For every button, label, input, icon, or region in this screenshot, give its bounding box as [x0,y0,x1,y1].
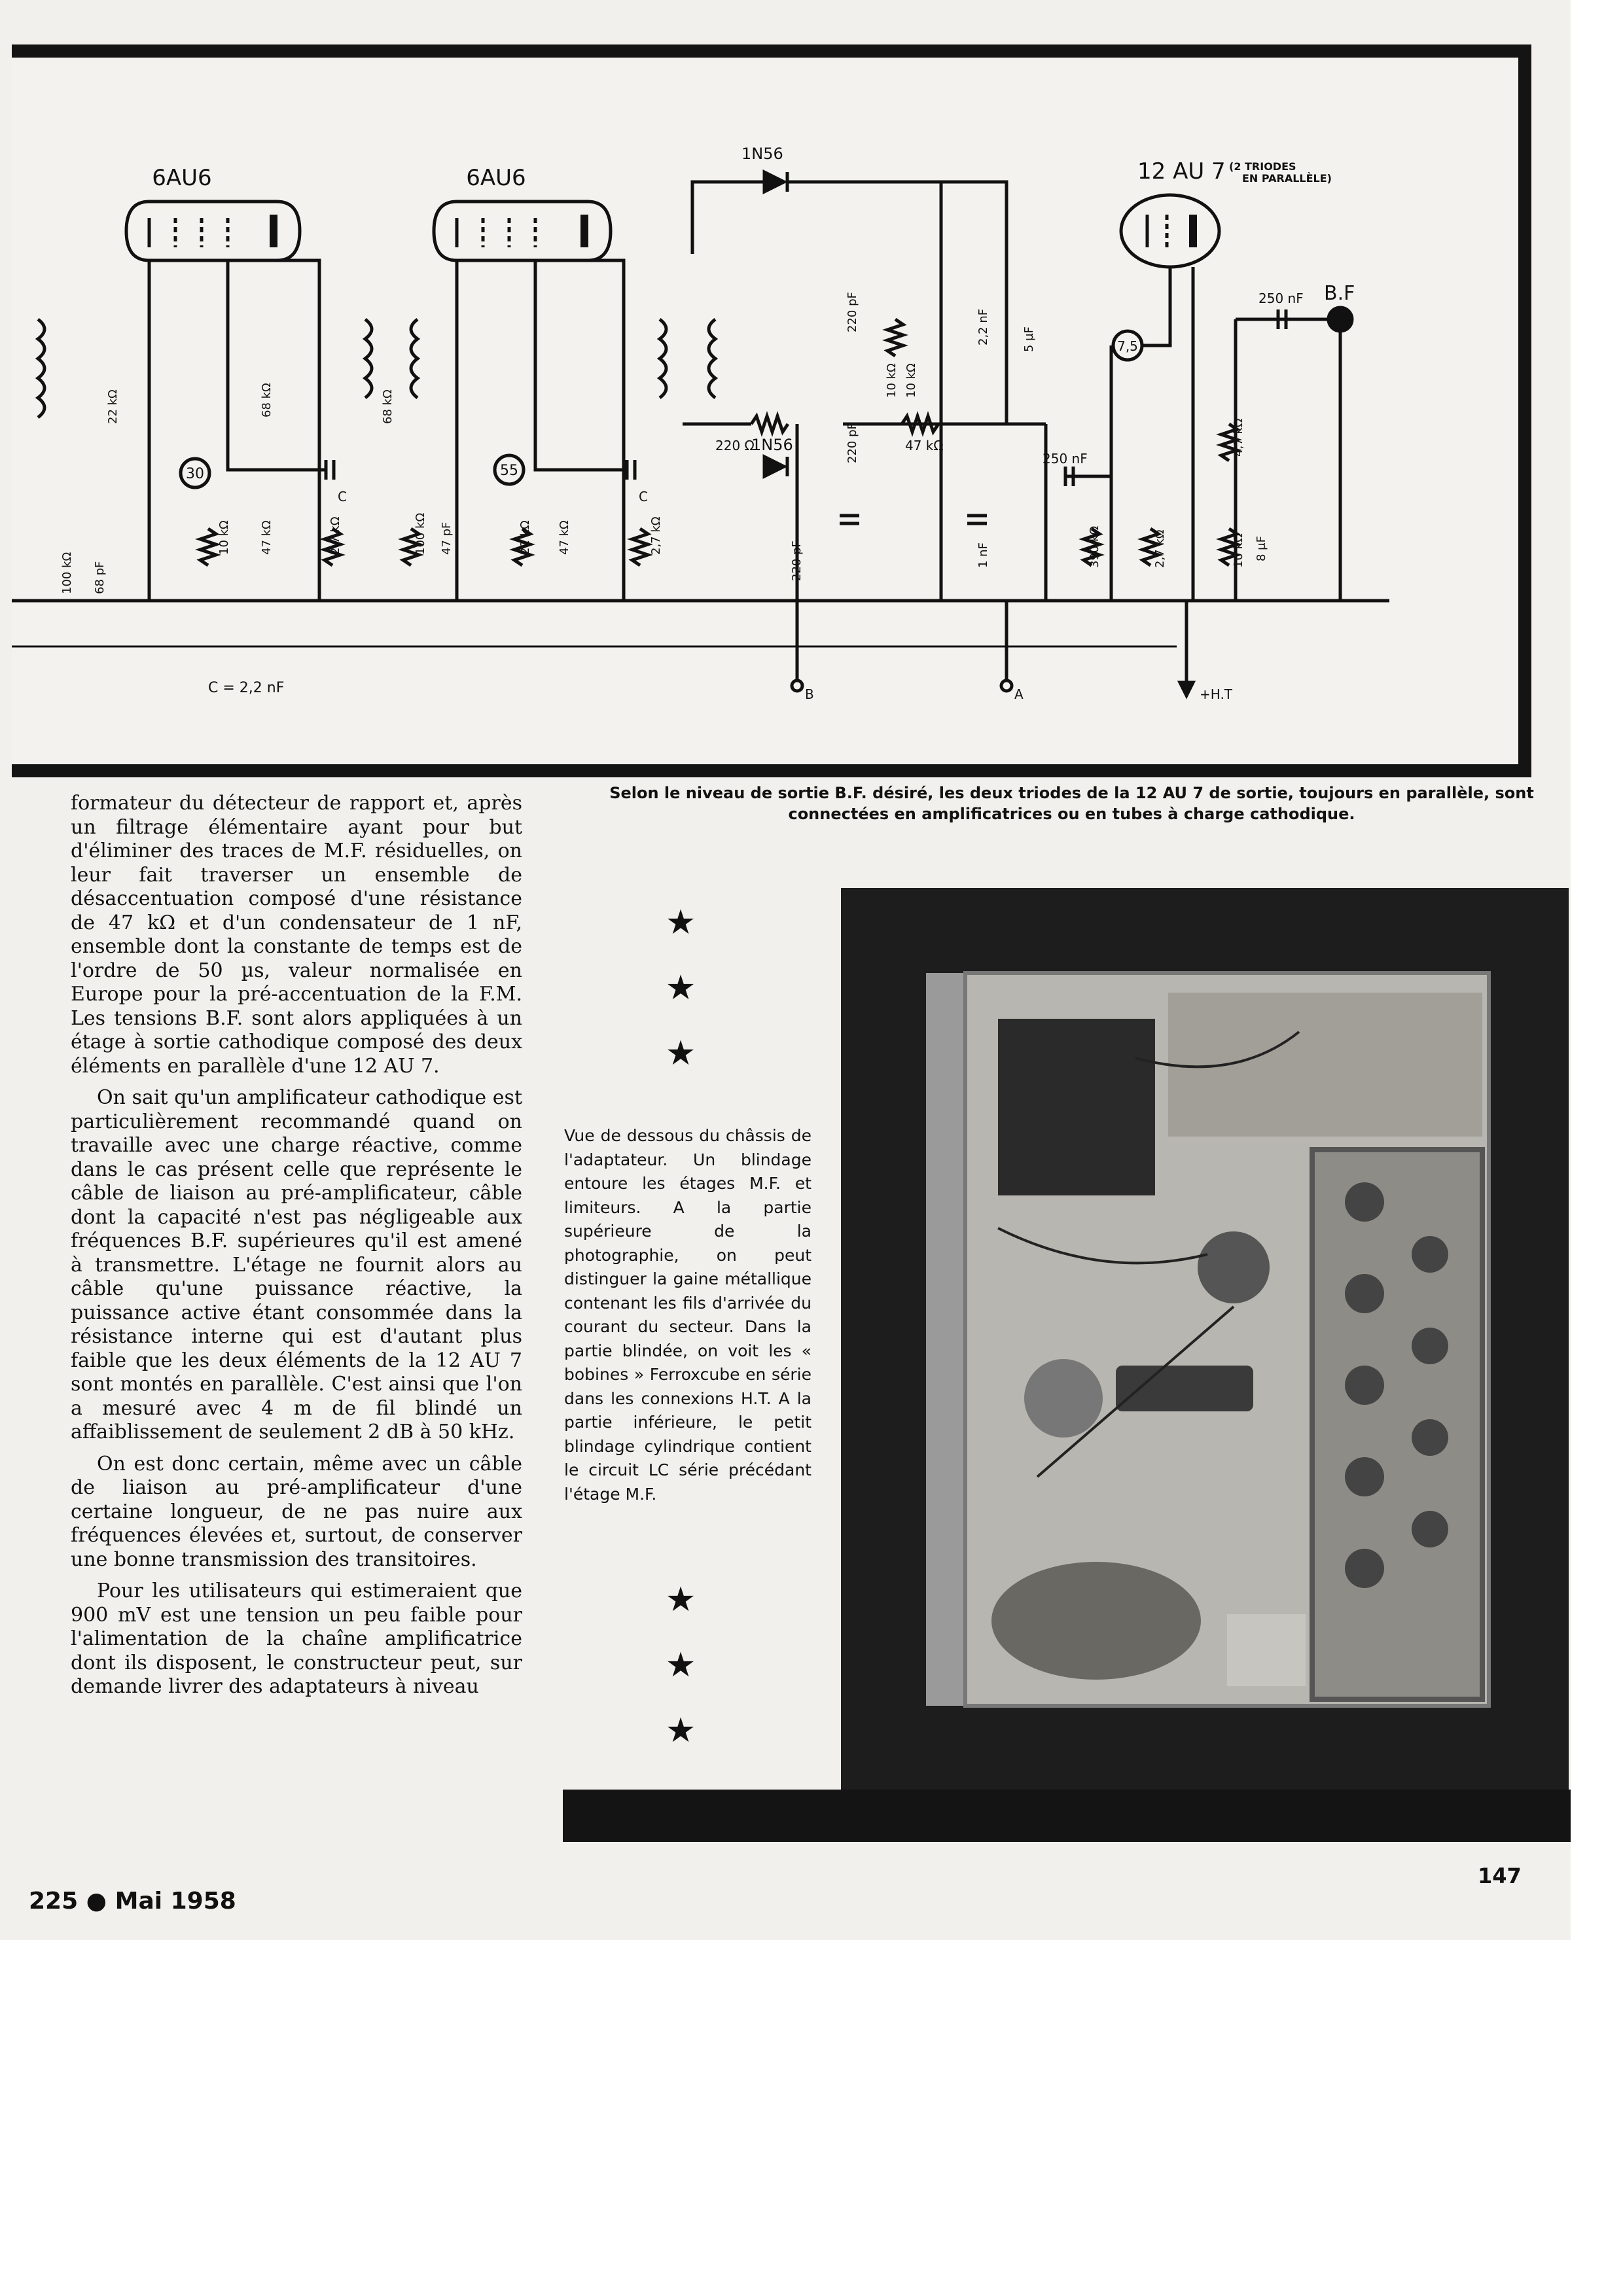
terminal-b-label: B [805,686,814,702]
footer-page-number: 147 [1478,1863,1522,1888]
component-value-19: 390 kΩ [1088,525,1101,568]
component-value-5: 2,7 kΩ [329,516,342,555]
component-value-11: 220 pF [846,292,859,332]
component-value-7: 47 pF [440,521,454,555]
output-cap-label: 250 nF [1258,291,1304,306]
component-value-13: 10 kΩ [885,363,899,398]
component-value-23: 4,7 kΩ [1232,418,1245,457]
article-paragraph-3: On est donc certain, même avec un câble de liaison au pré-amplificateur d'une certaine longueur, de ne pas nuire aux fréquences élevées et, surtout, de conserver une bonne transmission des transitoires. [71,1452,522,1571]
schematic-caption: Selon le niveau de sortie B.F. désiré, les deux triodes de la 12 AU 7 de sortie, toujours en parallèle, sont connectées en amplificatrices ou en tubes à charge cathodique. [609,784,1534,823]
tube3-note-line1: (2 TRIODES [1229,160,1296,173]
node-55-label: 55 [500,463,518,479]
star-ornament-bottom: ★ ★ ★ [665,1580,696,1750]
chassis-photo-illustration [841,888,1569,1802]
component-value-14: 10 kΩ [904,363,918,398]
terminal-ht-label: +H.T [1200,686,1233,702]
component-value-10: 2,7 kΩ [649,516,663,555]
component-value-25: 68 pF [93,561,107,594]
diode2-label: 1N56 [751,436,793,454]
component-value-2: 68 kΩ [381,389,395,424]
c-value-label: C = 2,2 nF [208,680,285,696]
component-value-1: 68 kΩ [260,383,274,417]
component-value-8: 22 kΩ [518,520,532,555]
component-value-21: 10 kΩ [1232,533,1245,568]
component-value-17: 220 pF [790,540,804,581]
component-value-0: 22 kΩ [106,389,120,424]
article-paragraph-4: Pour les utilisateurs qui estimeraient que 900 mV est une tension un peu faible pour l'alimentation de la chaîne amplificatrice dont ils disposent, le constructeur peut, sur demande livrer des adaptateurs à niveau [71,1580,522,1698]
c-label-1: C [338,489,347,504]
footer-issue: 225 ● Mai 1958 [29,1888,236,1915]
output-bf-label: B.F [1324,282,1355,305]
chassis-photo [841,888,1569,1802]
component-value-20: 2,7 kΩ [1153,529,1167,568]
schematic-bottom-bar [12,764,1531,777]
component-value-4: 47 kΩ [260,520,274,555]
component-value-24: 100 kΩ [60,552,74,594]
article-paragraph-1: formateur du détecteur de rapport et, après un filtrage élémentaire ayant pour but d'éliminer des traces de M.F. résiduelles, on leur fait traverser un ensemble de désaccentuation composé d'une résistance de 47 kΩ et d'un condensateur de 1 nF, ensemble dont la constante de temps est de l'ordre de 50 µs, valeur normalisée en Europe pour la pré-accentuation de la F.M. Les tensions B.F. sont alors appliquées à un étage à sortie cathodique composé des deux éléments en parallèle d'une 12 AU 7. [71,792,522,1078]
tube2-label: 6AU6 [466,165,526,191]
photo-bottom-bar [563,1790,1571,1842]
r47k-label: 47 kΩ [905,438,944,453]
terminal-a-label: A [1014,686,1024,702]
tube3-note-line2: EN PARALLÈLE) [1242,172,1332,185]
component-value-15: 2,2 nF [976,308,990,345]
article-column [71,792,522,1707]
article-paragraph-2: On sait qu'un amplificateur cathodique est particulièrement recommandé quand on travaille avec une charge réactive, comme dans le cas présent celle que représente le câble de liaison au pré-amplificateur, câble dont la capacité n'est pas négligeable aux fréquences B.F. supérieures qu'il est amené à transmettre. L'étage ne fournit alors au câble qu'une puissance réactive, la puissance active étant consommée dans la résistance interne qui est d'autant plus faible que les deux éléments de la 12 AU 7 sont montés en parallèle. C'est ainsi que l'on a mesuré avec 4 m de fil blindé un affaiblissement de seulement 2 dB à 50 kHz. [71,1086,522,1443]
component-value-22: 8 µF [1255,536,1268,561]
component-value-9: 47 kΩ [558,520,571,555]
node-30-label: 30 [186,466,204,482]
tube3-label: 12 AU 7 [1137,158,1226,185]
component-value-16: 5 µF [1022,327,1036,352]
c-label-2: C [639,489,648,504]
star-ornament-top: ★ ★ ★ [665,903,696,1073]
schematic-frame [12,44,1531,777]
r220-label: 220 Ω [715,438,755,453]
photo-caption: Vue de dessous du châssis de l'adaptateur. Un blindage entoure les étages M.F. et limiteurs. A la partie supérieure de la photographie, on peut distinguer la gaine métallique contenant les fils d'arrivée du courant du secteur. Dans la partie blindée, on voit les « bobines » Ferroxcube en série dans les connexions H.T. A la partie inférieure, le petit blindage cylindrique contient le circuit LC série précédant l'étage M.F. [564,1126,812,1504]
component-value-labels [60,292,1268,594]
component-value-6: 100 kΩ [414,512,427,555]
circuit-schematic [12,58,1518,777]
mid-cap-label: 250 nF [1043,451,1088,467]
diode1-label: 1N56 [741,145,783,163]
component-value-12: 220 pF [846,423,859,463]
tube1-label: 6AU6 [152,165,212,191]
node-75-label: 7,5 [1117,338,1138,354]
component-value-18: 1 nF [976,542,990,568]
component-value-3: 10 kΩ [217,520,231,555]
